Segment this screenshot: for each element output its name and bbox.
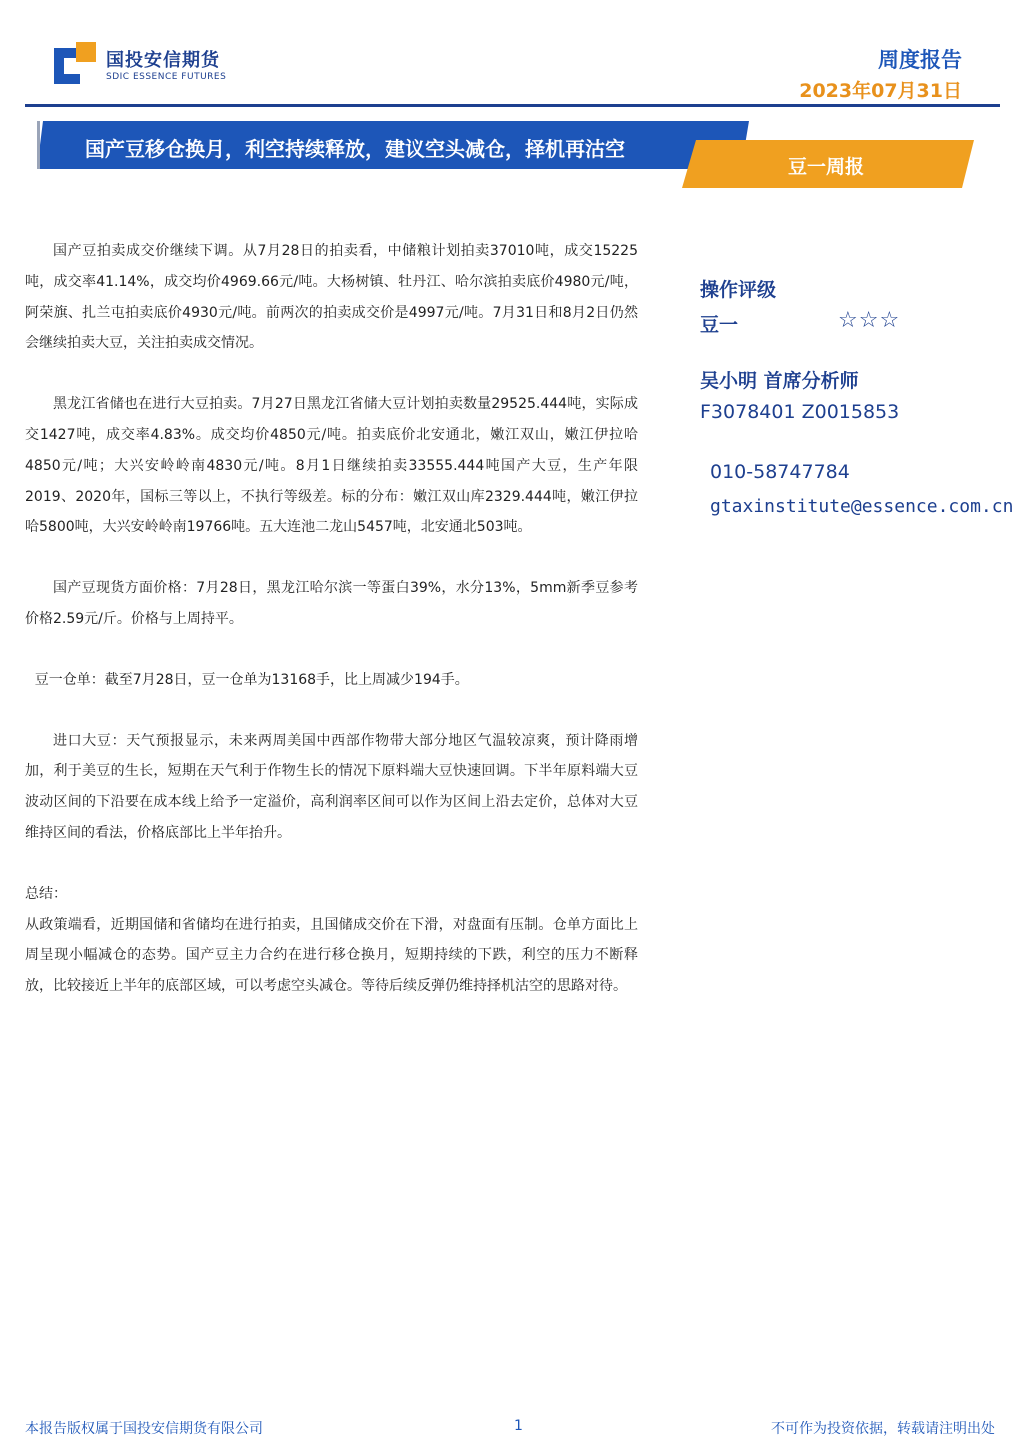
report-type: 周度报告 [878, 48, 962, 72]
logo-chinese-name: 国投安信期货 [106, 50, 220, 71]
footer-disclaimer: 不可作为投资依据，转载请注明出处 [771, 1421, 995, 1437]
analyst-phone: 010-58747784 [710, 461, 850, 483]
page-number: 1 [514, 1418, 523, 1434]
rating-stars-icon: ☆☆☆ [838, 308, 901, 333]
analyst-name: 吴小明 首席分析师 [700, 370, 859, 392]
paragraph-auction: 国产豆拍卖成交价继续下调。从7月28日的拍卖看，中储粮计划拍卖37010吨，成交15225吨，成交率41.14%，成交均价4969.66元/吨。大杨树镇、牡丹江、哈尔滨拍卖底价4980元/吨，阿荣旗、扎兰屯拍卖底价4930元/吨。前两次的拍卖成交价是4997元/吨。7月31日和8月2日仍然会继续拍卖大豆，关注拍卖成交情况。 [25, 243, 638, 352]
analyst-email: gtaxinstitute@essence.com.cn [710, 496, 1014, 517]
company-logo [54, 42, 244, 88]
paragraph-imported-soybean: 进口大豆：天气预报显示，未来两周美国中西部作物带大部分地区气温较凉爽，预计降雨增加，利于美豆的生长，短期在天气利于作物生长的情况下原料端大豆快速回调。下半年原料端大豆波动区间的下沿要在成本线上给予一定溢价，高利润率区间可以作为区间上沿去定价，总体对大豆维持区间的看法，价格底部比上半年抬升。 [25, 732, 638, 841]
logo-english-name: SDIC ESSENCE FUTURES [106, 72, 227, 82]
paragraph-warehouse-receipt: 豆一仓单：截至7月28日，豆一仓单为13168手，比上周减少194手。 [34, 671, 469, 688]
report-date: 2023年07月31日 [799, 80, 962, 102]
report-body [25, 236, 638, 1002]
rating-title: 操作评级 [700, 279, 777, 301]
header-divider [25, 104, 1000, 107]
paragraph-summary: 从政策端看，近期国储和省储均在进行拍卖，且国储成交价在下滑，对盘面有压制。仓单方面比上周呈现小幅减仓的态势。国产豆主力合约在进行移仓换月，短期持续的下跌，利空的压力不断释放，比较接近上半年的底部区域，可以考虑空头减仓。等待后续反弹仍维持择机沽空的思路对待。 [25, 916, 638, 995]
footer-copyright: 本报告版权属于国投安信期货有限公司 [25, 1421, 263, 1437]
report-title: 国产豆移仓换月，利空持续释放，建议空头减仓，择机再沽空 [85, 137, 625, 161]
paragraph-spot-price: 国产豆现货方面价格：7月28日，黑龙江哈尔滨一等蛋白39%，水分13%，5mm新季豆参考价格2.59元/斤。价格与上周持平。 [25, 580, 638, 627]
paragraph-provincial-reserve: 黑龙江省储也在进行大豆拍卖。7月27日黑龙江省储大豆计划拍卖数量29525.444吨，实际成交1427吨，成交率4.83%。成交均价4850元/吨。拍卖底价北安通北，嫩江双山，嫩江伊拉哈4850元/吨；大兴安岭岭南4830元/吨。8月1日继续拍卖33555.444吨国产大豆，生产年限2019、2020年，国标三等以上，不执行等级差。标的分布：嫩江双山库2329.444吨，嫩江伊拉哈5800吨，大兴安岭岭南19766吨。五大连池二龙山5457吨，北安通北503吨。 [25, 396, 638, 536]
category-tag-label: 豆一周报 [788, 156, 865, 178]
summary-heading: 总结： [25, 885, 67, 902]
rating-product: 豆一 [700, 314, 739, 336]
logo-mark-icon [54, 42, 96, 84]
analyst-certificate: F3078401 Z0015853 [700, 401, 900, 423]
